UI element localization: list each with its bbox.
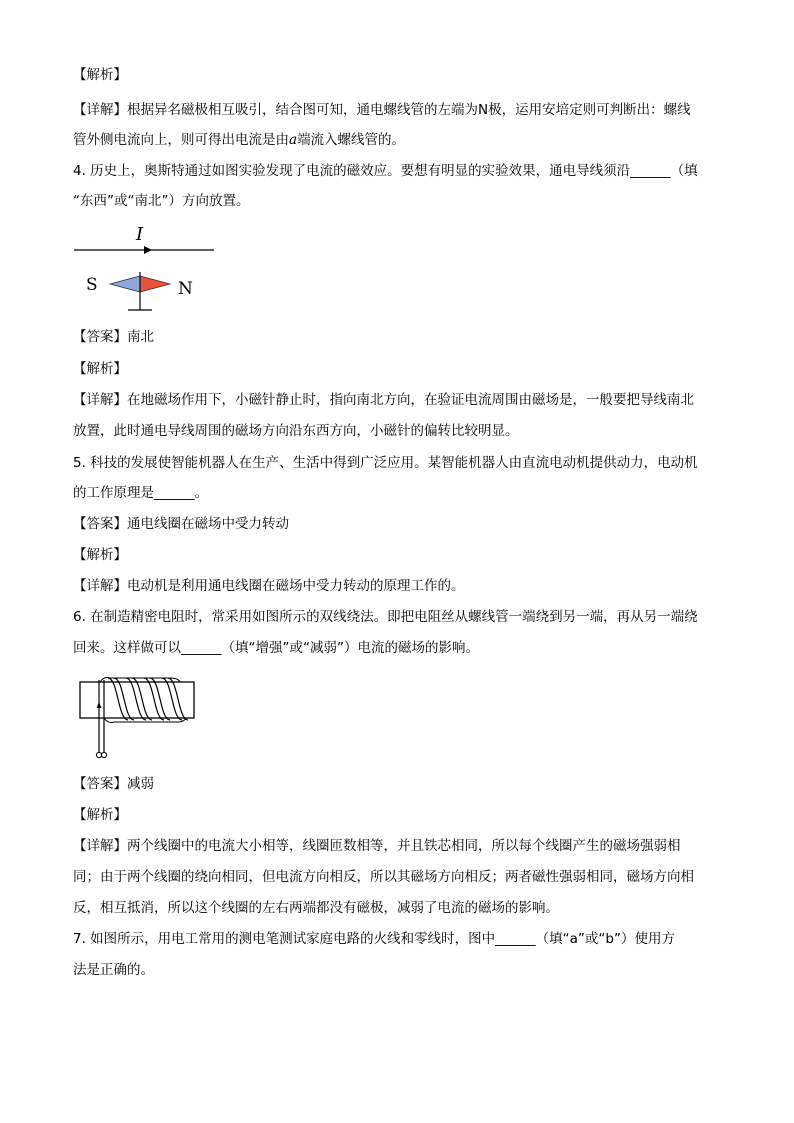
- q3-detail-text1: 根据异名磁极相互吸引，结合图可知，通电螺线管的左端为N极，运用安培定则可判断出：螺线: [127, 102, 691, 118]
- q6-detail-line3: 反，相互抵消，所以这个线圈的左右两端都没有磁极，减弱了电流的磁场的影响。: [73, 900, 559, 916]
- current-label: I: [136, 224, 144, 245]
- q3-variable-a: a: [289, 132, 298, 148]
- q5-analysis-tag: 【解析】: [73, 547, 127, 563]
- q6-detail-text1: 两个线圈中的电流大小相等，线圈匝数相等，并且铁芯相同，所以每个线圈产生的磁场强弱相: [127, 838, 681, 854]
- needle-north-half: [140, 276, 170, 292]
- q5-question-line1: 5. 科技的发展使智能机器人在生产、生活中得到广泛应用。某智能机器人由直流电动机提供动力，电动机: [73, 455, 698, 471]
- lead-arrow-icon: [97, 702, 102, 708]
- q6-answer: 减弱: [127, 776, 154, 792]
- q5-detail-tag: 【详解】: [73, 578, 127, 594]
- q7-question-line2: 法是正确的。: [73, 962, 154, 978]
- q6-answer-line: [73, 775, 154, 793]
- winding-front: [108, 678, 182, 720]
- terminal-1: [96, 752, 101, 757]
- q3-analysis-tag: 【解析】: [73, 67, 127, 83]
- double-winding-figure: [74, 670, 204, 762]
- q4-detail-tag: 【详解】: [73, 392, 127, 408]
- q5-detail-line1: [73, 577, 465, 595]
- q3-detail-line1: [73, 101, 691, 119]
- q6-detail-tag: 【详解】: [73, 838, 127, 854]
- south-label: S: [86, 275, 98, 295]
- needle-south-half: [110, 276, 140, 292]
- current-arrow-icon: [144, 246, 152, 254]
- q4-analysis-tag: 【解析】: [73, 361, 127, 377]
- q6-analysis-tag: 【解析】: [73, 807, 127, 823]
- q4-detail-text1: 在地磁场作用下，小磁针静止时，指向南北方向，在验证电流周围由磁场是，一般要把导线南北: [127, 392, 694, 408]
- q3-detail-text2b: 端流入螺线管的。: [297, 132, 406, 148]
- q4-question-line1: 4. 历史上，奥斯特通过如图实验发现了电流的磁效应。要想有明显的实验效果，通电导线须沿______（填: [73, 163, 698, 179]
- q4-detail-line2: 放置，此时通电导线周围的磁场方向沿东西方向，小磁针的偏转比较明显。: [73, 423, 519, 439]
- terminal-2: [101, 752, 106, 757]
- q4-answer-line: [73, 328, 154, 346]
- solenoid-core: [80, 682, 194, 718]
- q3-detail-tag: 【详解】: [73, 102, 127, 118]
- oersted-figure: [70, 218, 230, 318]
- q5-detail-text1: 电动机是利用通电线圈在磁场中受力转动的原理工作的。: [127, 578, 465, 594]
- q6-question-line1: 6. 在制造精密电阻时，常采用如图所示的双线绕法。即把电阻丝从螺线管一端绕到另一端，再从另一端绕: [73, 609, 698, 625]
- q5-question-line2: 的工作原理是______。: [73, 485, 208, 501]
- q5-answer: 通电线圈在磁场中受力转动: [127, 516, 289, 532]
- winding-back: [114, 678, 188, 720]
- q4-answer: 南北: [127, 329, 154, 345]
- q6-question-line2: 回来。这样做可以______（填“增强”或“减弱”）电流的磁场的影响。: [73, 640, 479, 656]
- q4-detail-line1: [73, 391, 694, 409]
- q6-detail-line1: [73, 837, 681, 855]
- q5-answer-tag: 【答案】: [73, 516, 127, 532]
- q4-answer-tag: 【答案】: [73, 329, 127, 345]
- q4-question-line2: “东西”或“南北”）方向放置。: [73, 193, 250, 209]
- q3-detail-line2: [73, 131, 405, 149]
- q3-detail-text2a: 管外侧电流向上，则可得出电流是由: [73, 132, 289, 148]
- q6-detail-line2: 同；由于两个线圈的绕向相同，但电流方向相反，所以其磁场方向相反；两者磁性强弱相同，磁场方向相: [73, 869, 694, 885]
- q7-question-line1: 7. 如图所示，用电工常用的测电笔测试家庭电路的火线和零线时，图中______（填“a”或“b”）使用方: [73, 931, 675, 947]
- north-label: N: [178, 279, 193, 299]
- q6-answer-tag: 【答案】: [73, 776, 127, 792]
- q5-answer-line: [73, 515, 289, 533]
